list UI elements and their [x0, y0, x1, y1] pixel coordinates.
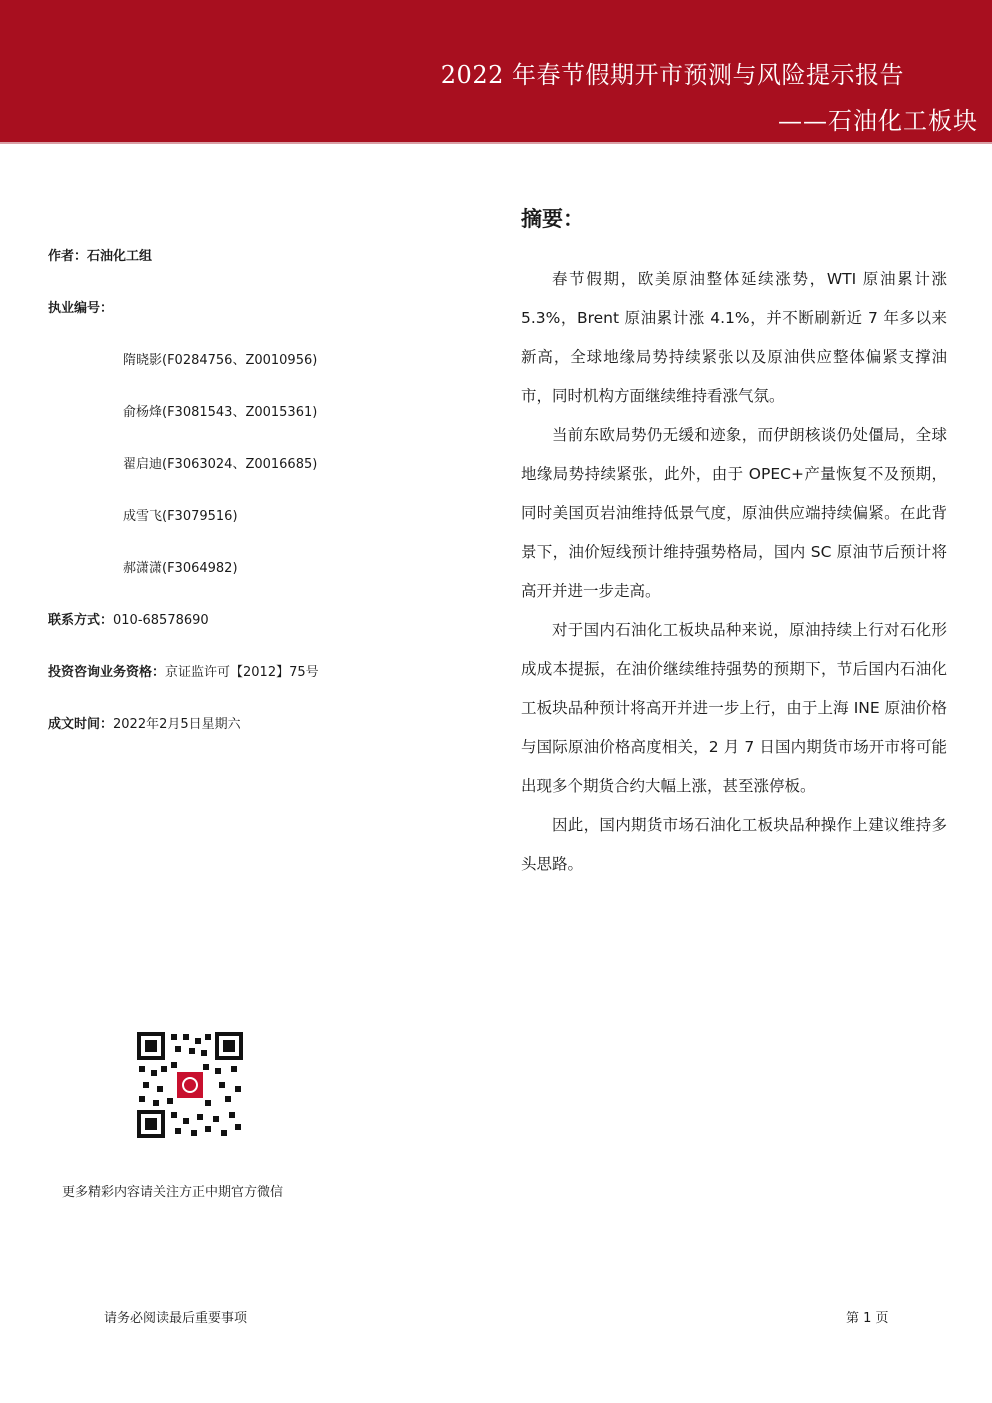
contact-line [48, 609, 209, 628]
certification-item: 郝潇潇(F3064982) [123, 561, 238, 576]
author-line [48, 245, 152, 264]
author-value: 石油化工组 [87, 249, 153, 264]
certification-item: 翟启迪(F3063024、Z0016685) [123, 457, 318, 472]
certification-item: 俞杨烽(F3081543、Z0015361) [123, 405, 318, 420]
qualification-line [48, 661, 319, 680]
contact-label: 联系方式： [48, 613, 114, 628]
footer-notice: 请务必阅读最后重要事项 [104, 1311, 248, 1326]
date-label: 成文时间： [48, 717, 114, 732]
page-number: 第 1 页 [846, 1311, 889, 1326]
abstract-paragraph: 对于国内石油化工板块品种来说，原油持续上行对石化形成成本提振，在油价继续维持强势的预期下，节后国内石油化工板块品种预计将高开并进一步上行，由于上海 INE 原油价格与国际原油价格高度相关，2 月 7 日国内期货市场开市将可能出现多个期货合约大幅上涨，甚至涨停板。 [521, 621, 947, 795]
abstract-paragraph: 春节假期，欧美原油整体延续涨势，WTI 原油累计涨 5.3%，Brent 原油累计涨 4.1%，并不断刷新近 7 年多以来新高，全球地缘局势持续紧张以及原油供应整体偏紧支撑油市，同时机构方面继续维持看涨气氛。 [521, 270, 947, 405]
author-label: 作者： [48, 249, 88, 264]
qr-code-icon [135, 1030, 245, 1140]
qr-caption: 更多精彩内容请关注方正中期官方微信 [62, 1185, 284, 1200]
qualification-label: 投资咨询业务资格： [48, 665, 166, 680]
abstract-paragraph: 当前东欧局势仍无缓和迹象，而伊朗核谈仍处僵局，全球地缘局势持续紧张，此外，由于 OPEC+产量恢复不及预期，同时美国页岩油维持低景气度，原油供应端持续偏紧。在此背景下，油价短线预计维持强势格局，国内 SC 原油节后预计将高开并进一步走高。 [521, 426, 947, 600]
date-line [48, 713, 241, 732]
report-header-banner [0, 0, 992, 144]
report-subtitle: ——石油化工板块 [778, 107, 978, 135]
report-title: 2022 年春节假期开市预测与风险提示报告 [440, 61, 904, 89]
license-label: 执业编号： [48, 301, 114, 316]
contact-value: 010-68578690 [113, 613, 209, 628]
abstract-body [521, 260, 947, 884]
certification-item: 隋晓影(F0284756、Z0010956) [123, 353, 318, 368]
abstract-paragraph: 因此，国内期货市场石油化工板块品种操作上建议维持多头思路。 [521, 816, 947, 873]
abstract-title: 摘要： [521, 206, 584, 231]
date-value: 2022年2月5日星期六 [113, 717, 241, 732]
certification-item: 成雪飞(F3079516) [123, 509, 238, 524]
qualification-value: 京证监许可【2012】75号 [165, 665, 319, 680]
